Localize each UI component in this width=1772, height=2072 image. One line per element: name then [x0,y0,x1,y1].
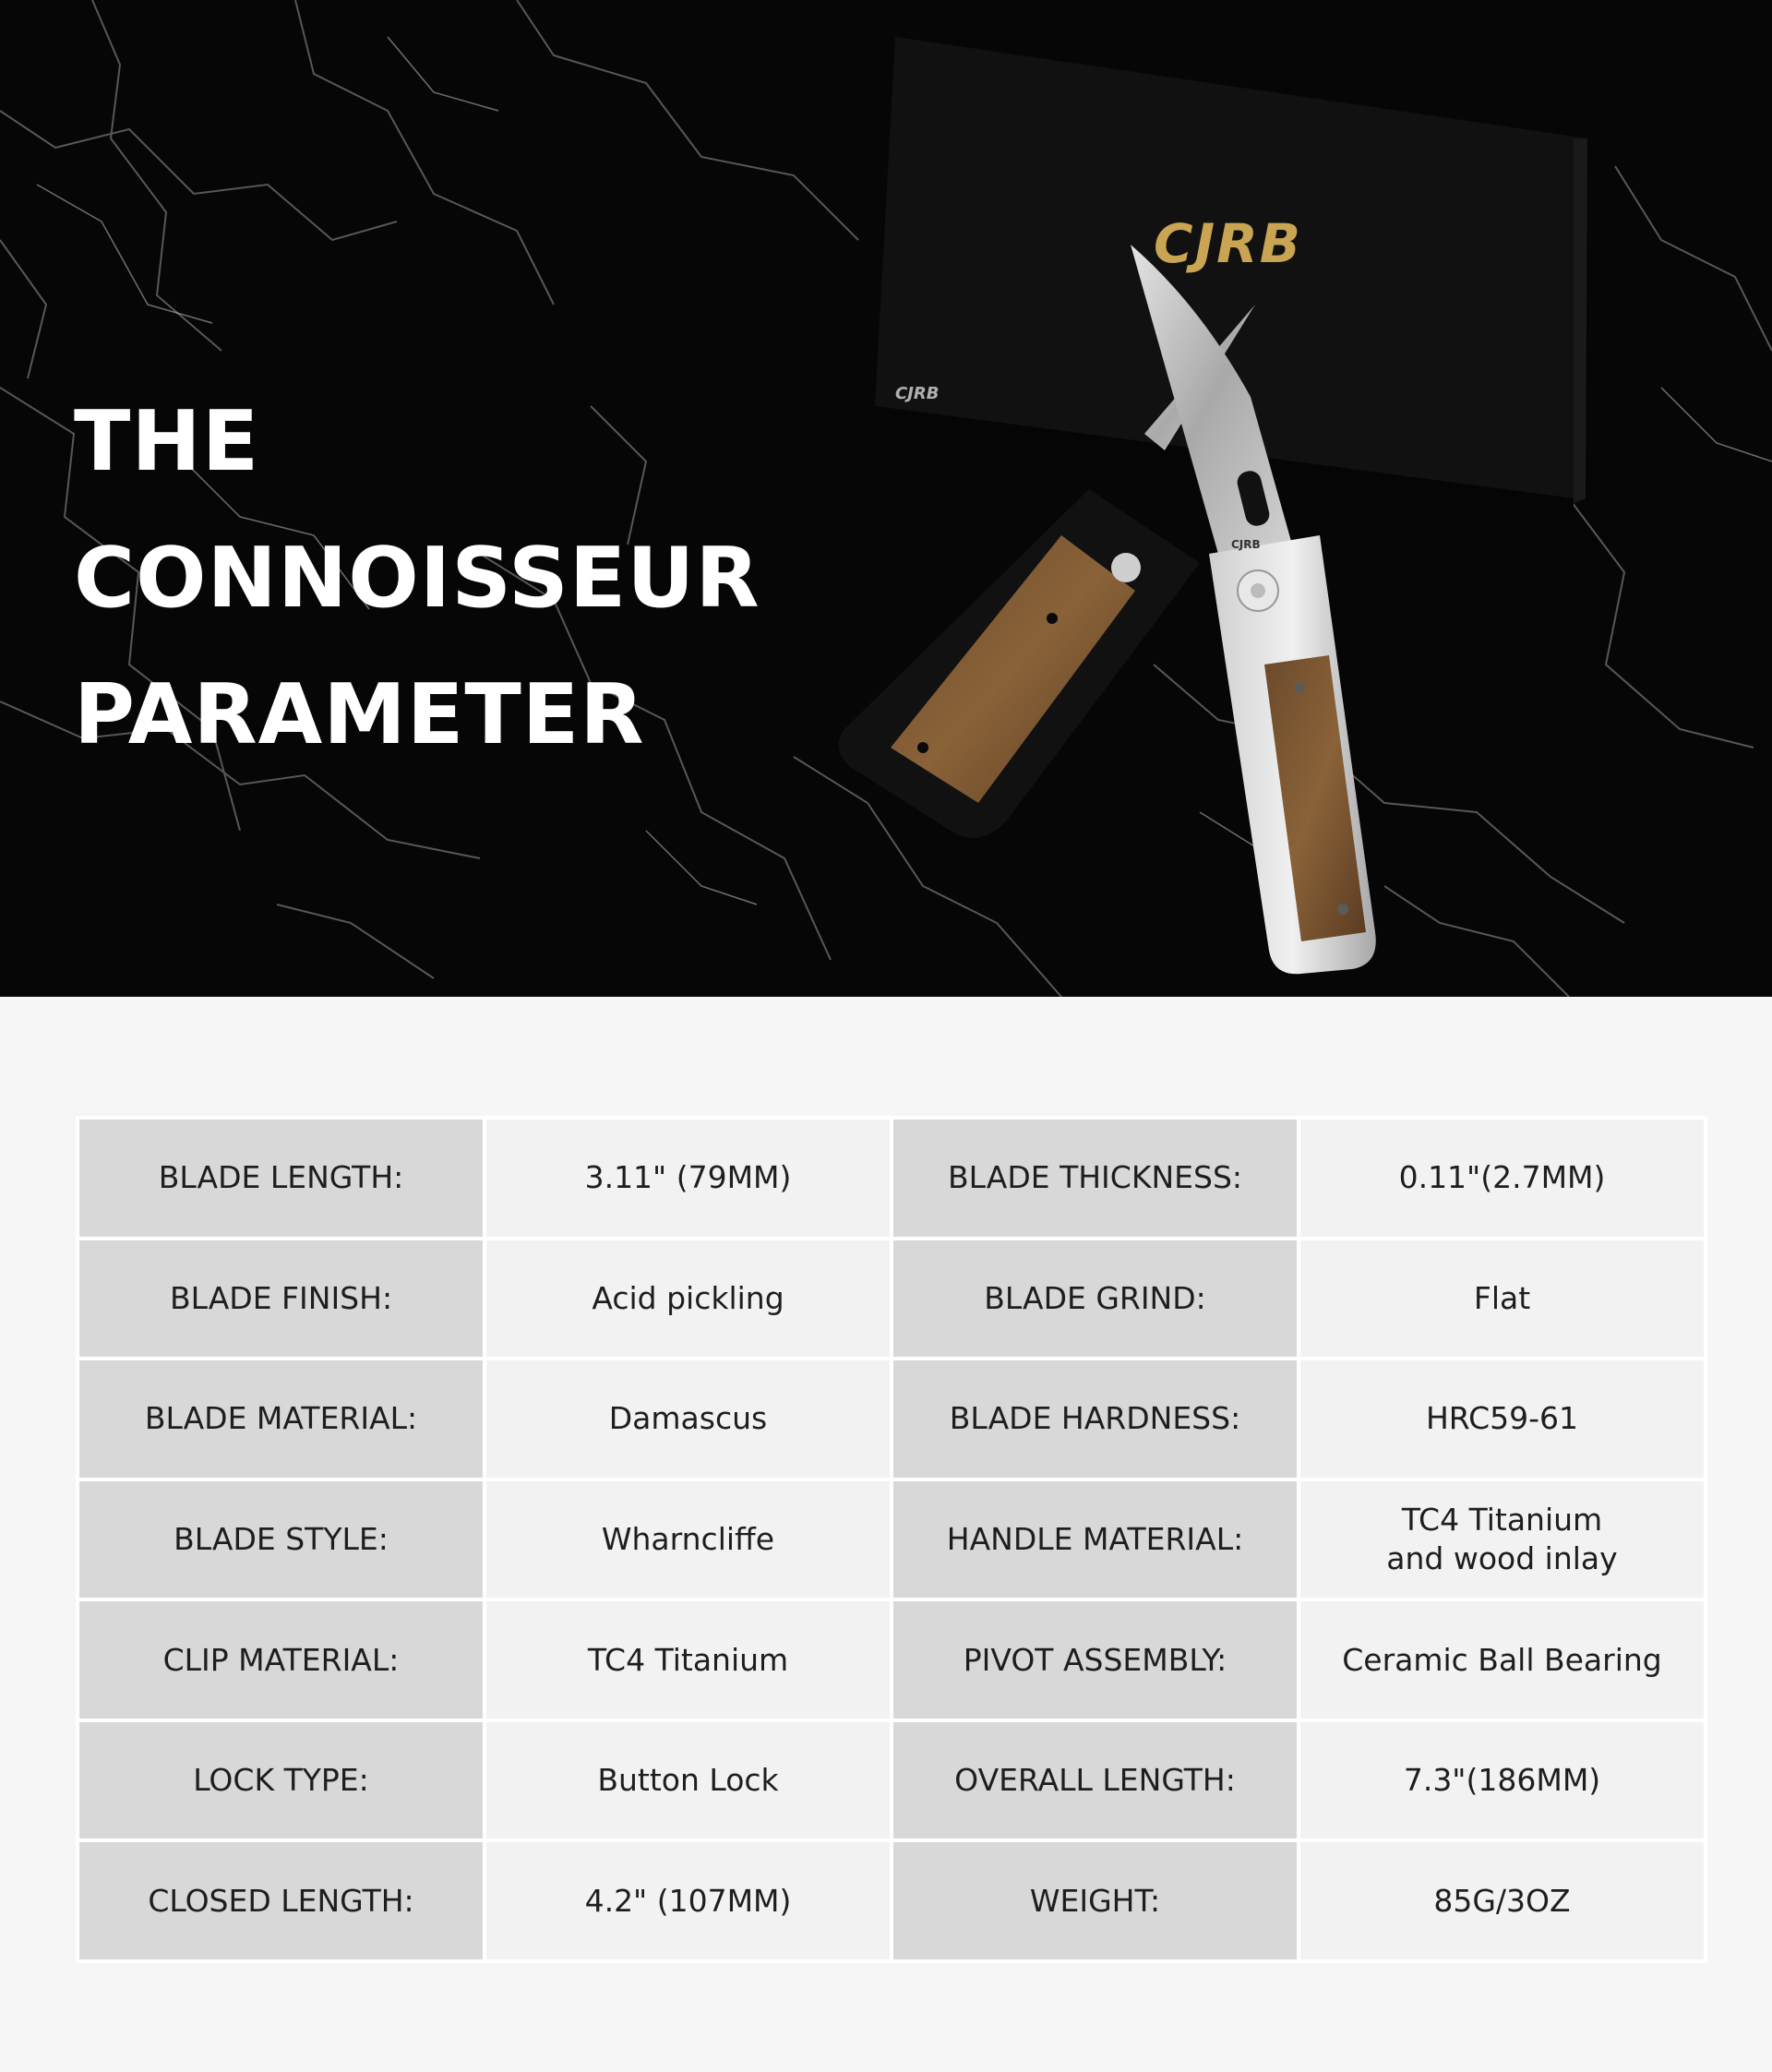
spec-label: BLADE THICKNESS: [893,1120,1297,1237]
specifications-table [76,1116,1707,1963]
hero-banner [0,0,1772,997]
spec-label: BLADE LENGTH: [79,1120,483,1237]
hero-title-line-1: THE [74,393,260,490]
spec-label: HANDLE MATERIAL: [893,1481,1297,1599]
spec-label: LOCK TYPE: [79,1722,483,1839]
spec-value: Button Lock [486,1722,890,1839]
spec-row [79,1601,1704,1719]
spec-value: 0.11"(2.7MM) [1300,1120,1704,1237]
hero-title [74,374,760,784]
spec-value-multiline [1300,1481,1704,1599]
spec-value-line-1: TC4 Titanium [1401,1501,1603,1538]
spec-value: Ceramic Ball Bearing [1300,1601,1704,1719]
spec-value: Flat [1300,1240,1704,1358]
spec-label: BLADE FINISH: [79,1240,483,1358]
spec-row [79,1842,1704,1959]
spec-value: Acid pickling [486,1240,890,1358]
spec-value: 7.3"(186MM) [1300,1722,1704,1839]
spec-value: Damascus [486,1360,890,1478]
box-logo: CJRB [1154,212,1303,275]
spec-label: PIVOT ASSEMBLY: [893,1601,1297,1719]
spec-label: OVERALL LENGTH: [893,1722,1297,1839]
spec-label: CLOSED LENGTH: [79,1842,483,1959]
spec-label: WEIGHT: [893,1842,1297,1959]
spec-row [79,1120,1704,1237]
blade-logo: CJRB [1231,538,1261,551]
spec-row [79,1360,1704,1478]
spec-value: 3.11" (79MM) [486,1120,890,1237]
spec-value: 85G/3OZ [1300,1842,1704,1959]
spec-value: HRC59-61 [1300,1360,1704,1478]
spec-value-line-2: and wood inlay [1386,1539,1618,1576]
spec-value: TC4 Titanium [486,1601,890,1719]
spec-row [79,1722,1704,1839]
box-small-logo: CJRB [895,384,940,403]
hero-title-line-2: CONNOISSEUR [74,530,760,627]
spec-value: Wharncliffe [486,1481,890,1599]
spec-label: BLADE HARDNESS: [893,1360,1297,1478]
hero-title-line-3: PARAMETER [74,666,645,763]
spec-row [79,1240,1704,1358]
spec-label: BLADE MATERIAL: [79,1360,483,1478]
spec-label: BLADE STYLE: [79,1481,483,1599]
spec-label: CLIP MATERIAL: [79,1601,483,1719]
spec-value: 4.2" (107MM) [486,1842,890,1959]
spec-row [79,1481,1704,1599]
spec-label: BLADE GRIND: [893,1240,1297,1358]
